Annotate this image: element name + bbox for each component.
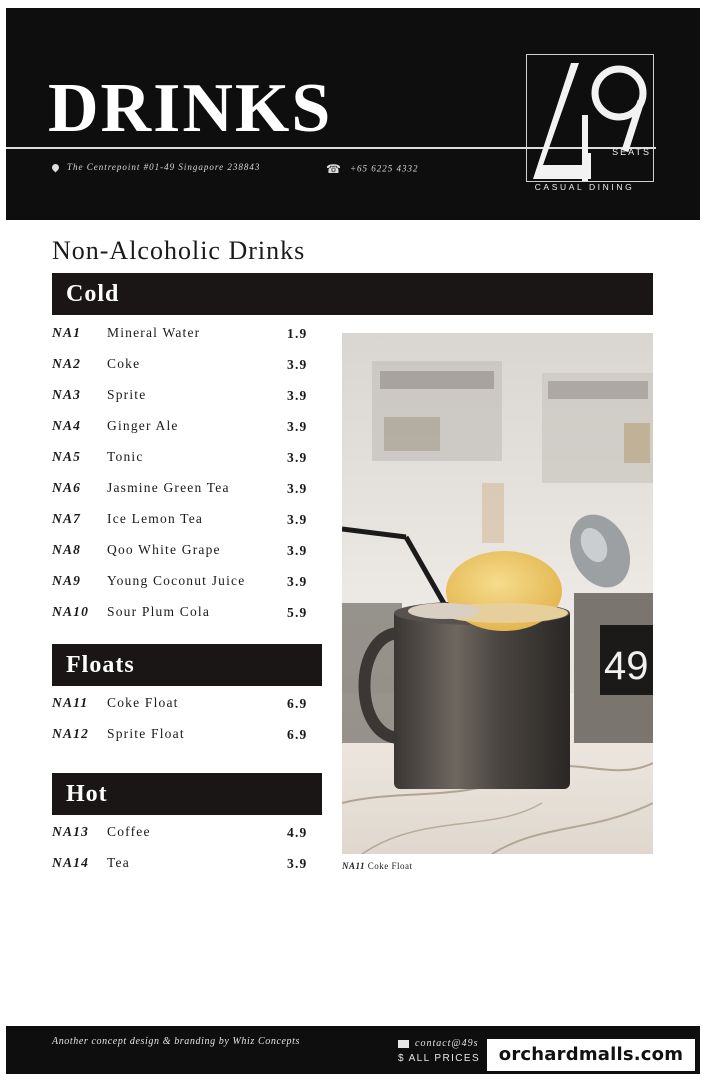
logo-seats-text: SEATS [612,147,651,157]
menu-item [52,855,322,886]
item-code: NA13 [52,824,90,839]
item-price: 3.9 [287,543,308,558]
item-code: NA12 [52,726,90,741]
coke-float-photo [342,333,653,854]
item-name: Ginger Ale [107,418,179,433]
item-price: 5.9 [287,605,308,620]
mail-icon [398,1040,409,1048]
item-code: NA3 [52,387,82,402]
footer-credit: Another concept design & branding by Whiz Concepts [52,1036,301,1047]
item-code: NA8 [52,542,82,557]
caption-code: NA11 [342,861,366,871]
page-title: DRINKS [48,70,333,147]
menu-item [52,356,322,387]
item-price: 3.9 [287,450,308,465]
cold-drinks-list [52,325,322,635]
item-code: NA5 [52,449,82,464]
svg-text:49: 49 [604,644,649,688]
menu-item [52,542,322,573]
footer-prices-note: $ ALL PRICES [398,1053,481,1064]
item-name: Sprite [107,387,147,402]
item-code: NA1 [52,325,82,340]
item-price: 3.9 [287,357,308,372]
item-name: Ice Lemon Tea [107,511,204,526]
floats-drinks-list [52,695,322,757]
item-price: 6.9 [287,696,308,711]
menu-item [52,418,322,449]
hot-drinks-list [52,824,322,886]
menu-item [52,573,322,604]
item-price: 6.9 [287,727,308,742]
menu-item [52,726,322,757]
item-name: Qoo White Grape [107,542,221,557]
item-code: NA4 [52,418,82,433]
logo-49-mark [527,55,653,181]
item-price: 3.9 [287,512,308,527]
photo-caption [342,861,413,871]
address-line [52,162,260,172]
item-name: Mineral Water [107,325,201,340]
item-name: Young Coconut Juice [107,573,246,588]
item-name: Sprite Float [107,726,185,741]
caption-text: Coke Float [367,861,413,871]
item-code: NA9 [52,573,82,588]
item-name: Tonic [107,449,144,464]
category-cold-header: Cold [52,273,653,315]
item-name: Coke Float [107,695,179,710]
item-price: 3.9 [287,388,308,403]
item-name: Jasmine Green Tea [107,480,230,495]
logo-tagline: CASUAL DINING [534,182,635,192]
item-price: 3.9 [287,481,308,496]
phone-text: +65 6225 4332 [349,163,419,174]
footer-contact-text: contact@49s [415,1038,479,1049]
item-name: Coke [107,356,141,371]
menu-item [52,824,322,855]
menu-item [52,325,322,356]
restaurant-logo [526,54,654,182]
item-code: NA10 [52,604,90,619]
item-code: NA14 [52,855,90,870]
item-price: 3.9 [287,574,308,589]
item-code: NA6 [52,480,82,495]
menu-item [52,449,322,480]
footer-contact [398,1038,479,1049]
menu-item [52,480,322,511]
item-code: NA2 [52,356,82,371]
menu-item [52,695,322,726]
item-price: 3.9 [287,419,308,434]
item-price: 4.9 [287,825,308,840]
item-price: 3.9 [287,856,308,871]
site-watermark: orchardmalls.com [487,1039,695,1071]
category-floats-header: Floats [52,644,322,686]
address-text: The Centrepoint #01-49 Singapore 238843 [67,162,261,172]
menu-header [6,8,700,220]
item-name: Sour Plum Cola [107,604,211,619]
phone-icon: ☎ [326,162,342,176]
item-name: Tea [107,855,130,870]
section-title: Non-Alcoholic Drinks [52,236,306,265]
location-pin-icon [51,163,61,173]
menu-item [52,387,322,418]
item-code: NA7 [52,511,82,526]
item-price: 1.9 [287,326,308,341]
item-name: Coffee [107,824,151,839]
coke-float-illustration [342,333,653,854]
menu-item [52,604,322,635]
menu-item [52,511,322,542]
phone-line [326,162,419,177]
item-code: NA11 [52,695,89,710]
category-hot-header: Hot [52,773,322,815]
